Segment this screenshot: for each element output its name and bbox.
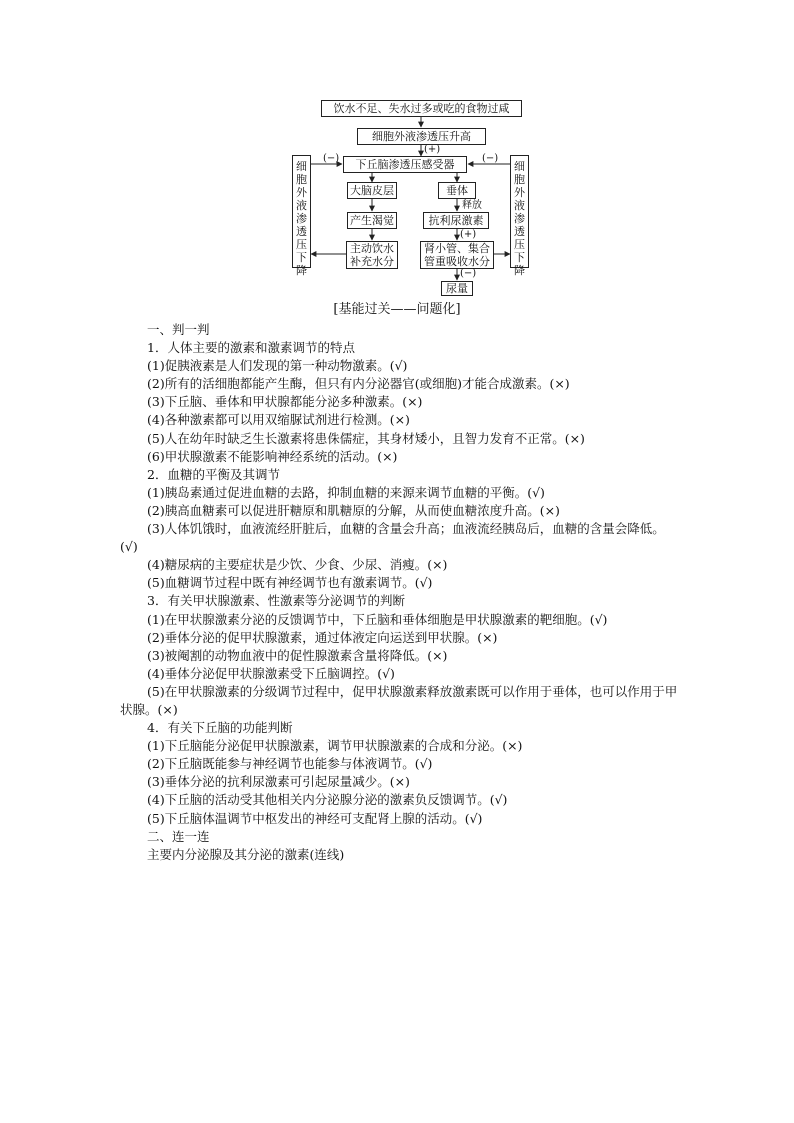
q4-item: (3)垂体分泌的抗利尿激素可引起尿量减少。(×) bbox=[147, 774, 410, 790]
q2-item: (1)胰岛素通过促进血糖的去路，抑制血糖的来源来调节血糖的平衡。(√) bbox=[147, 484, 545, 500]
q2-item: (5)血糖调节过程中既有神经调节也有激素调节。(√) bbox=[147, 575, 433, 591]
q2-item: (3)人体饥饿时，血液流经肝脏后，血糖的含量会升高；血液流经胰岛后，血糖的含量会降低。(√) bbox=[120, 521, 665, 555]
minus-label-right: (−) bbox=[482, 153, 499, 164]
q3-item: (5)在甲状腺激素的分级调节过程中，促甲状腺激素释放激素既可以作用于垂体，也可以作用于甲状腺。(×) bbox=[120, 683, 678, 717]
q4-item: (2)下丘脑既能参与神经调节也能参与体液调节。(√) bbox=[147, 756, 433, 772]
cerebral-cortex-box: 大脑皮层 bbox=[347, 182, 397, 199]
q3-item: (4)垂体分泌促甲状腺激素受下丘脑调控。(√) bbox=[147, 665, 395, 681]
water-balance-diagram bbox=[0, 0, 794, 300]
plus-label-top: (+) bbox=[424, 144, 441, 155]
part1-title: 一、判一判 bbox=[147, 322, 210, 337]
q1-item: (5)人在幼年时缺乏生长激素将患侏儒症，其身材矮小，且智力发育不正常。(×) bbox=[147, 430, 585, 446]
kidney-line-2: 管重吸收水分 bbox=[424, 255, 490, 268]
drink-line-1: 主动饮水 bbox=[350, 242, 394, 255]
kidney-line-1: 肾小管、集合 bbox=[424, 242, 490, 255]
question-list bbox=[120, 321, 680, 864]
drink-line-2: 补充水分 bbox=[350, 255, 394, 268]
right-osmotic-drop-box: 细 胞 外 液 渗 透 压 下 降 bbox=[510, 155, 529, 268]
q1-item: (4)各种激素都可以用双缩脲试剂进行检测。(×) bbox=[147, 412, 410, 428]
q4-title: 4．有关下丘脑的功能判断 bbox=[147, 720, 293, 736]
plus-label-adh: (+) bbox=[460, 229, 477, 240]
q3-item: (3)被阉割的动物血液中的促性腺激素含量将降低。(×) bbox=[147, 647, 448, 663]
part2-title: 二、连一连 bbox=[147, 828, 210, 844]
q1-item: (1)促胰液素是人们发现的第一种动物激素。(√) bbox=[147, 358, 408, 374]
drink-water-box bbox=[346, 241, 398, 269]
q4-item: (1)下丘脑能分泌促甲状腺激素，调节甲状腺激素的合成和分泌。(×) bbox=[147, 738, 523, 754]
minus-label-urine: (−) bbox=[460, 268, 477, 279]
q3-item: (2)垂体分泌的促甲状腺激素，通过体液定向运送到甲状腺。(×) bbox=[147, 629, 498, 645]
left-osmotic-drop-box: 细 胞 外 液 渗 透 压 下 降 bbox=[292, 155, 311, 268]
urine-box: 尿量 bbox=[441, 281, 473, 296]
osmotic-rise-box: 细胞外液渗透压升高 bbox=[357, 128, 486, 145]
q2-item: (4)糖尿病的主要症状是少饮、少食、少尿、消瘦。(×) bbox=[147, 557, 448, 573]
hypothalamus-receptor-box: 下丘脑渗透压感受器 bbox=[343, 156, 467, 173]
thirst-box: 产生渴觉 bbox=[347, 212, 397, 229]
q3-item: (1)在甲状腺激素分泌的反馈调节中，下丘脑和垂体细胞是甲状腺激素的靶细胞。(√) bbox=[147, 611, 608, 627]
q4-item: (5)下丘脑体温调节中枢发出的神经可支配肾上腺的活动。(√) bbox=[147, 810, 483, 826]
kidney-reabsorb-box bbox=[420, 241, 494, 269]
section-heading: [基能过关——问题化] bbox=[333, 302, 461, 317]
q1-item: (2)所有的活细胞都能产生酶，但只有内分泌器官(或细胞)才能合成激素。(×) bbox=[147, 376, 570, 392]
q2-item: (2)胰高血糖素可以促进肝糖原和肌糖原的分解，从而使血糖浓度升高。(×) bbox=[147, 502, 560, 518]
q4-item: (4)下丘脑的活动受其他相关内分泌腺分泌的激素负反馈调节。(√) bbox=[147, 792, 508, 808]
q2-title: 2．血糖的平衡及其调节 bbox=[147, 466, 280, 482]
adh-box: 抗利尿激素 bbox=[423, 212, 489, 229]
q3-title: 3．有关甲状腺激素、性激素等分泌调节的判断 bbox=[147, 593, 405, 609]
release-label: 释放 bbox=[462, 200, 482, 211]
diet-cause-box: 饮水不足、失水过多或吃的食物过咸 bbox=[321, 100, 522, 117]
q1-title: 1．人体主要的激素和激素调节的特点 bbox=[147, 340, 355, 356]
part2-subtitle: 主要内分泌腺及其分泌的激素(连线) bbox=[147, 846, 345, 862]
q1-item: (6)甲状腺激素不能影响神经系统的活动。(×) bbox=[147, 448, 398, 464]
minus-label-left: (−) bbox=[323, 153, 340, 164]
pituitary-box: 垂体 bbox=[438, 182, 476, 199]
q1-item: (3)下丘脑、垂体和甲状腺都能分泌多种激素。(×) bbox=[147, 394, 423, 410]
